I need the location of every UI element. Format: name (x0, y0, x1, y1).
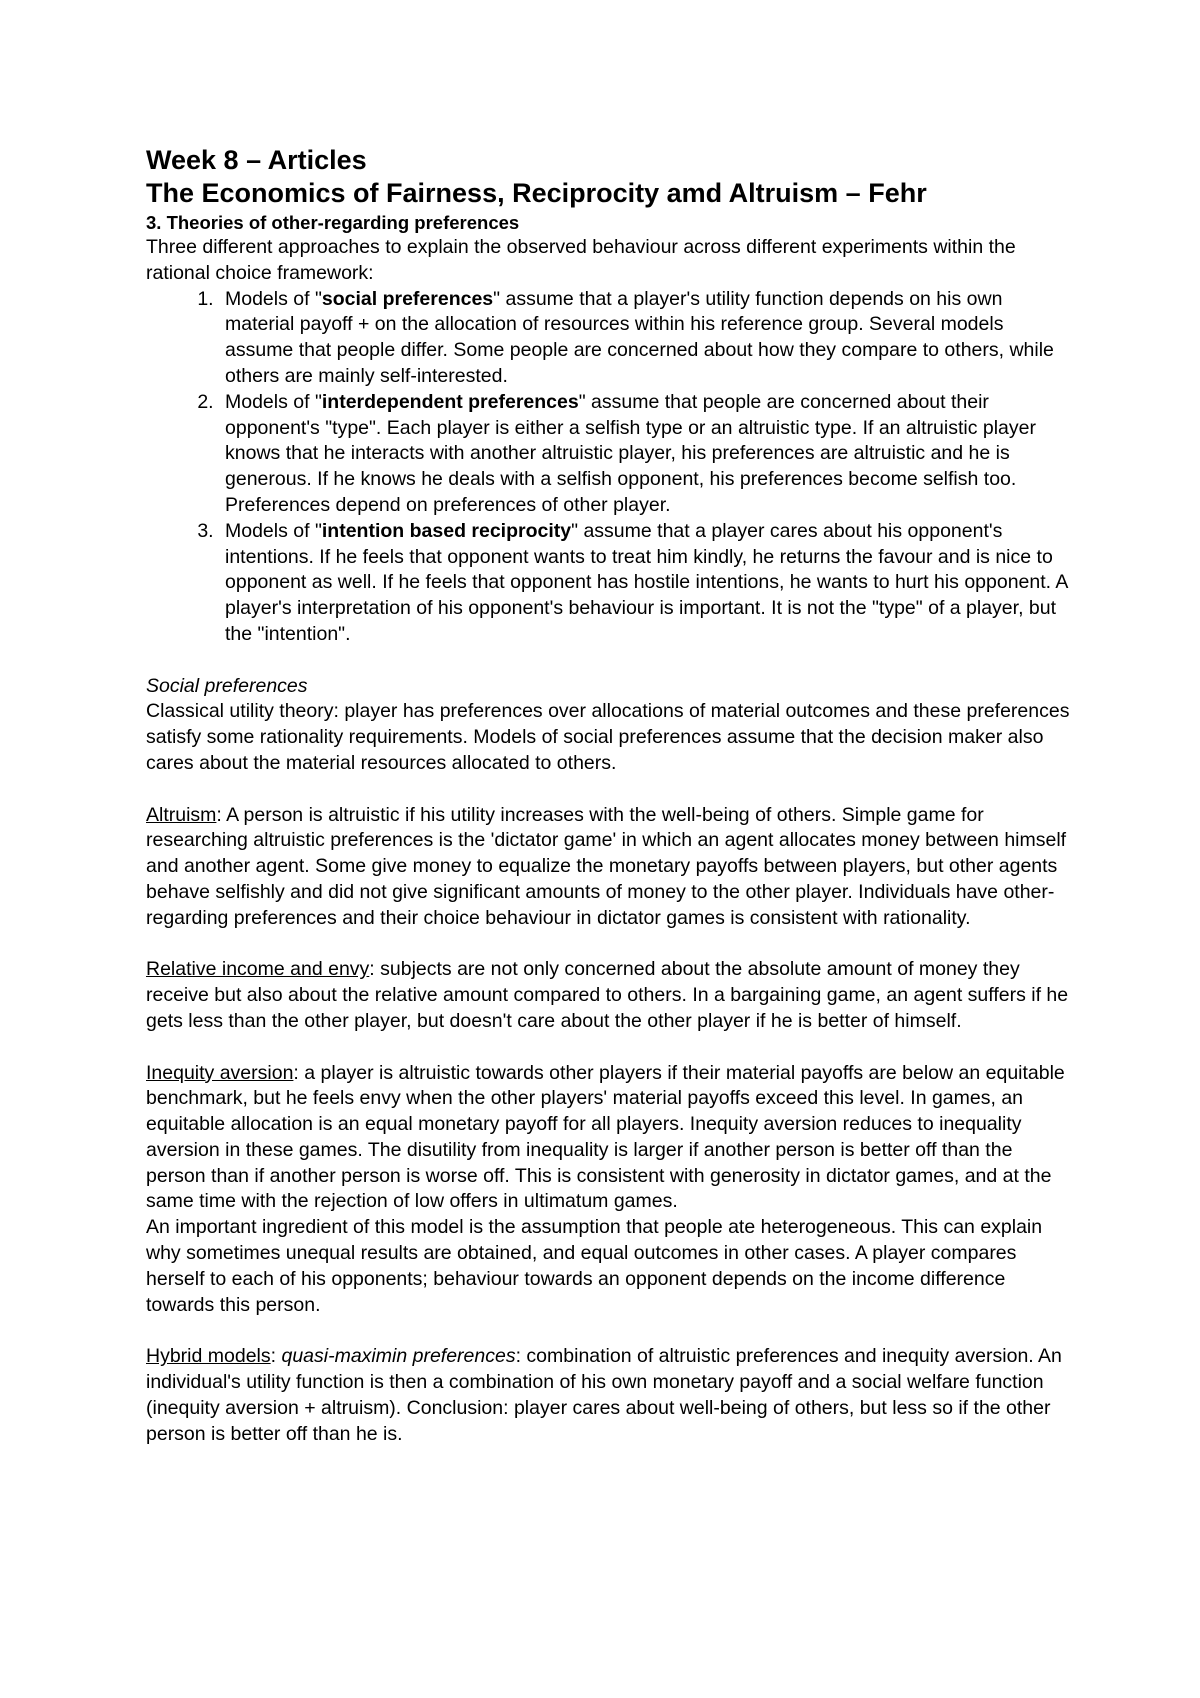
term-social-preferences: social preferences (321, 287, 494, 310)
term-interdependent-preferences: interdependent preferences (321, 390, 579, 413)
social-preferences-paragraph: Classical utility theory: player has preferences over allocations of material outcomes and these preferences satisfy some rationality requirements. Models of social preferences assume that the decision maker also cares about the material resources allocated to others. (146, 700, 1070, 774)
altruism-paragraph: Altruism: A person is altruistic if his utility increases with the well-being of others. Simple game for researching altruistic preferences is the 'dictator game' in which an agent allocates money between himself and another agent. Some give money to equalize the monetary payoffs between players, but other agents behave selfishly and did not give significant amounts of money to the other player. Individuals have other-regarding preferences and their choice behaviour in dictator games is consistent with rationality. (146, 803, 1067, 929)
theories-list (146, 287, 1076, 648)
social-preferences-heading: Social preferences (146, 674, 308, 697)
hybrid-models-paragraph: Hybrid models: quasi-maximin preferences: combination of altruistic preferences and inequity aversion. An individual's utility function is then a combination of his own monetary payoff and a social welfare function (inequity aversion + altruism). Conclusion: player cares about well-being of others, but less so if the other person is better off than he is. (146, 1345, 1062, 1445)
relative-income-label: Relative income and envy (146, 958, 370, 981)
list-item: 1. Models of "social preferences" assume that a player's utility function depends on his own material payoff + on the allocation of resources within his reference group. Several models assume that people differ. Some people are concerned about how they compare to others, while others are mainly self-interested. (219, 287, 1076, 390)
inequity-aversion-paragraph: Inequity aversion: a player is altruistic towards other players if their material payoffs are below an equitable benchmark, but he feels envy when the other players' material payoffs exceed this level. In games, an equitable allocation is an equal monetary payoff for all players. Inequity aversion reduces to inequality aversion in these games. The disutility from inequality is larger if another person is better off than the person than if another person is worse off. This is consistent with generosity in dictator games, and at the same time with the rejection of low offers in ultimatum games. (146, 1061, 1065, 1213)
quasi-maximin-term: quasi-maximin preferences (281, 1345, 516, 1368)
page-title: Week 8 – Articles (146, 145, 367, 175)
term-intention-based-reciprocity: intention based reciprocity (321, 519, 572, 542)
spacer (146, 932, 1076, 958)
article-title: The Economics of Fairness, Reciprocity amd Altruism – Fehr (146, 178, 927, 208)
spacer (146, 1318, 1076, 1344)
hybrid-models-label: Hybrid models (146, 1345, 271, 1368)
document-page (146, 144, 1076, 1447)
altruism-label: Altruism (146, 803, 217, 826)
section-intro: Three different approaches to explain the observed behaviour across different experiments within the rational choice framework: (146, 236, 1016, 284)
spacer (146, 777, 1076, 803)
spacer (146, 1035, 1076, 1061)
section-heading: 3. Theories of other-regarding preferences (146, 212, 520, 233)
inequity-aversion-label: Inequity aversion (146, 1061, 294, 1084)
list-item: 2. Models of "interdependent preferences" assume that people are concerned about their opponent's "type". Each player is either a selfish type or an altruistic type. If an altruistic player knows that he interacts with another altruistic player, his preferences are altruistic and he is generous. If he knows he deals with a selfish opponent, his preferences become selfish too. Preferences depend on preferences of other player. (219, 390, 1076, 519)
relative-income-paragraph: Relative income and envy: subjects are not only concerned about the absolute amount of money they receive but also about the relative amount compared to others. In a bargaining game, an agent suffers if he gets less than the other player, but doesn't care about the other player if he is better of himself. (146, 958, 1069, 1032)
spacer (146, 648, 1076, 674)
heterogeneity-paragraph: An important ingredient of this model is the assumption that people ate heterogeneous. This can explain why sometimes unequal results are obtained, and equal outcomes in other cases. A player compares herself to each of his opponents; behaviour towards an opponent depends on the income difference towards this person. (146, 1216, 1043, 1316)
list-item: 3. Models of "intention based reciprocity" assume that a player cares about his opponent's intentions. If he feels that opponent wants to treat him kindly, he returns the favour and is nice to opponent as well. If he feels that opponent has hostile intentions, he wants to hurt his opponent. A player's interpretation of his opponent's behaviour is important. It is not the "type" of a player, but the "intention". (219, 519, 1076, 648)
